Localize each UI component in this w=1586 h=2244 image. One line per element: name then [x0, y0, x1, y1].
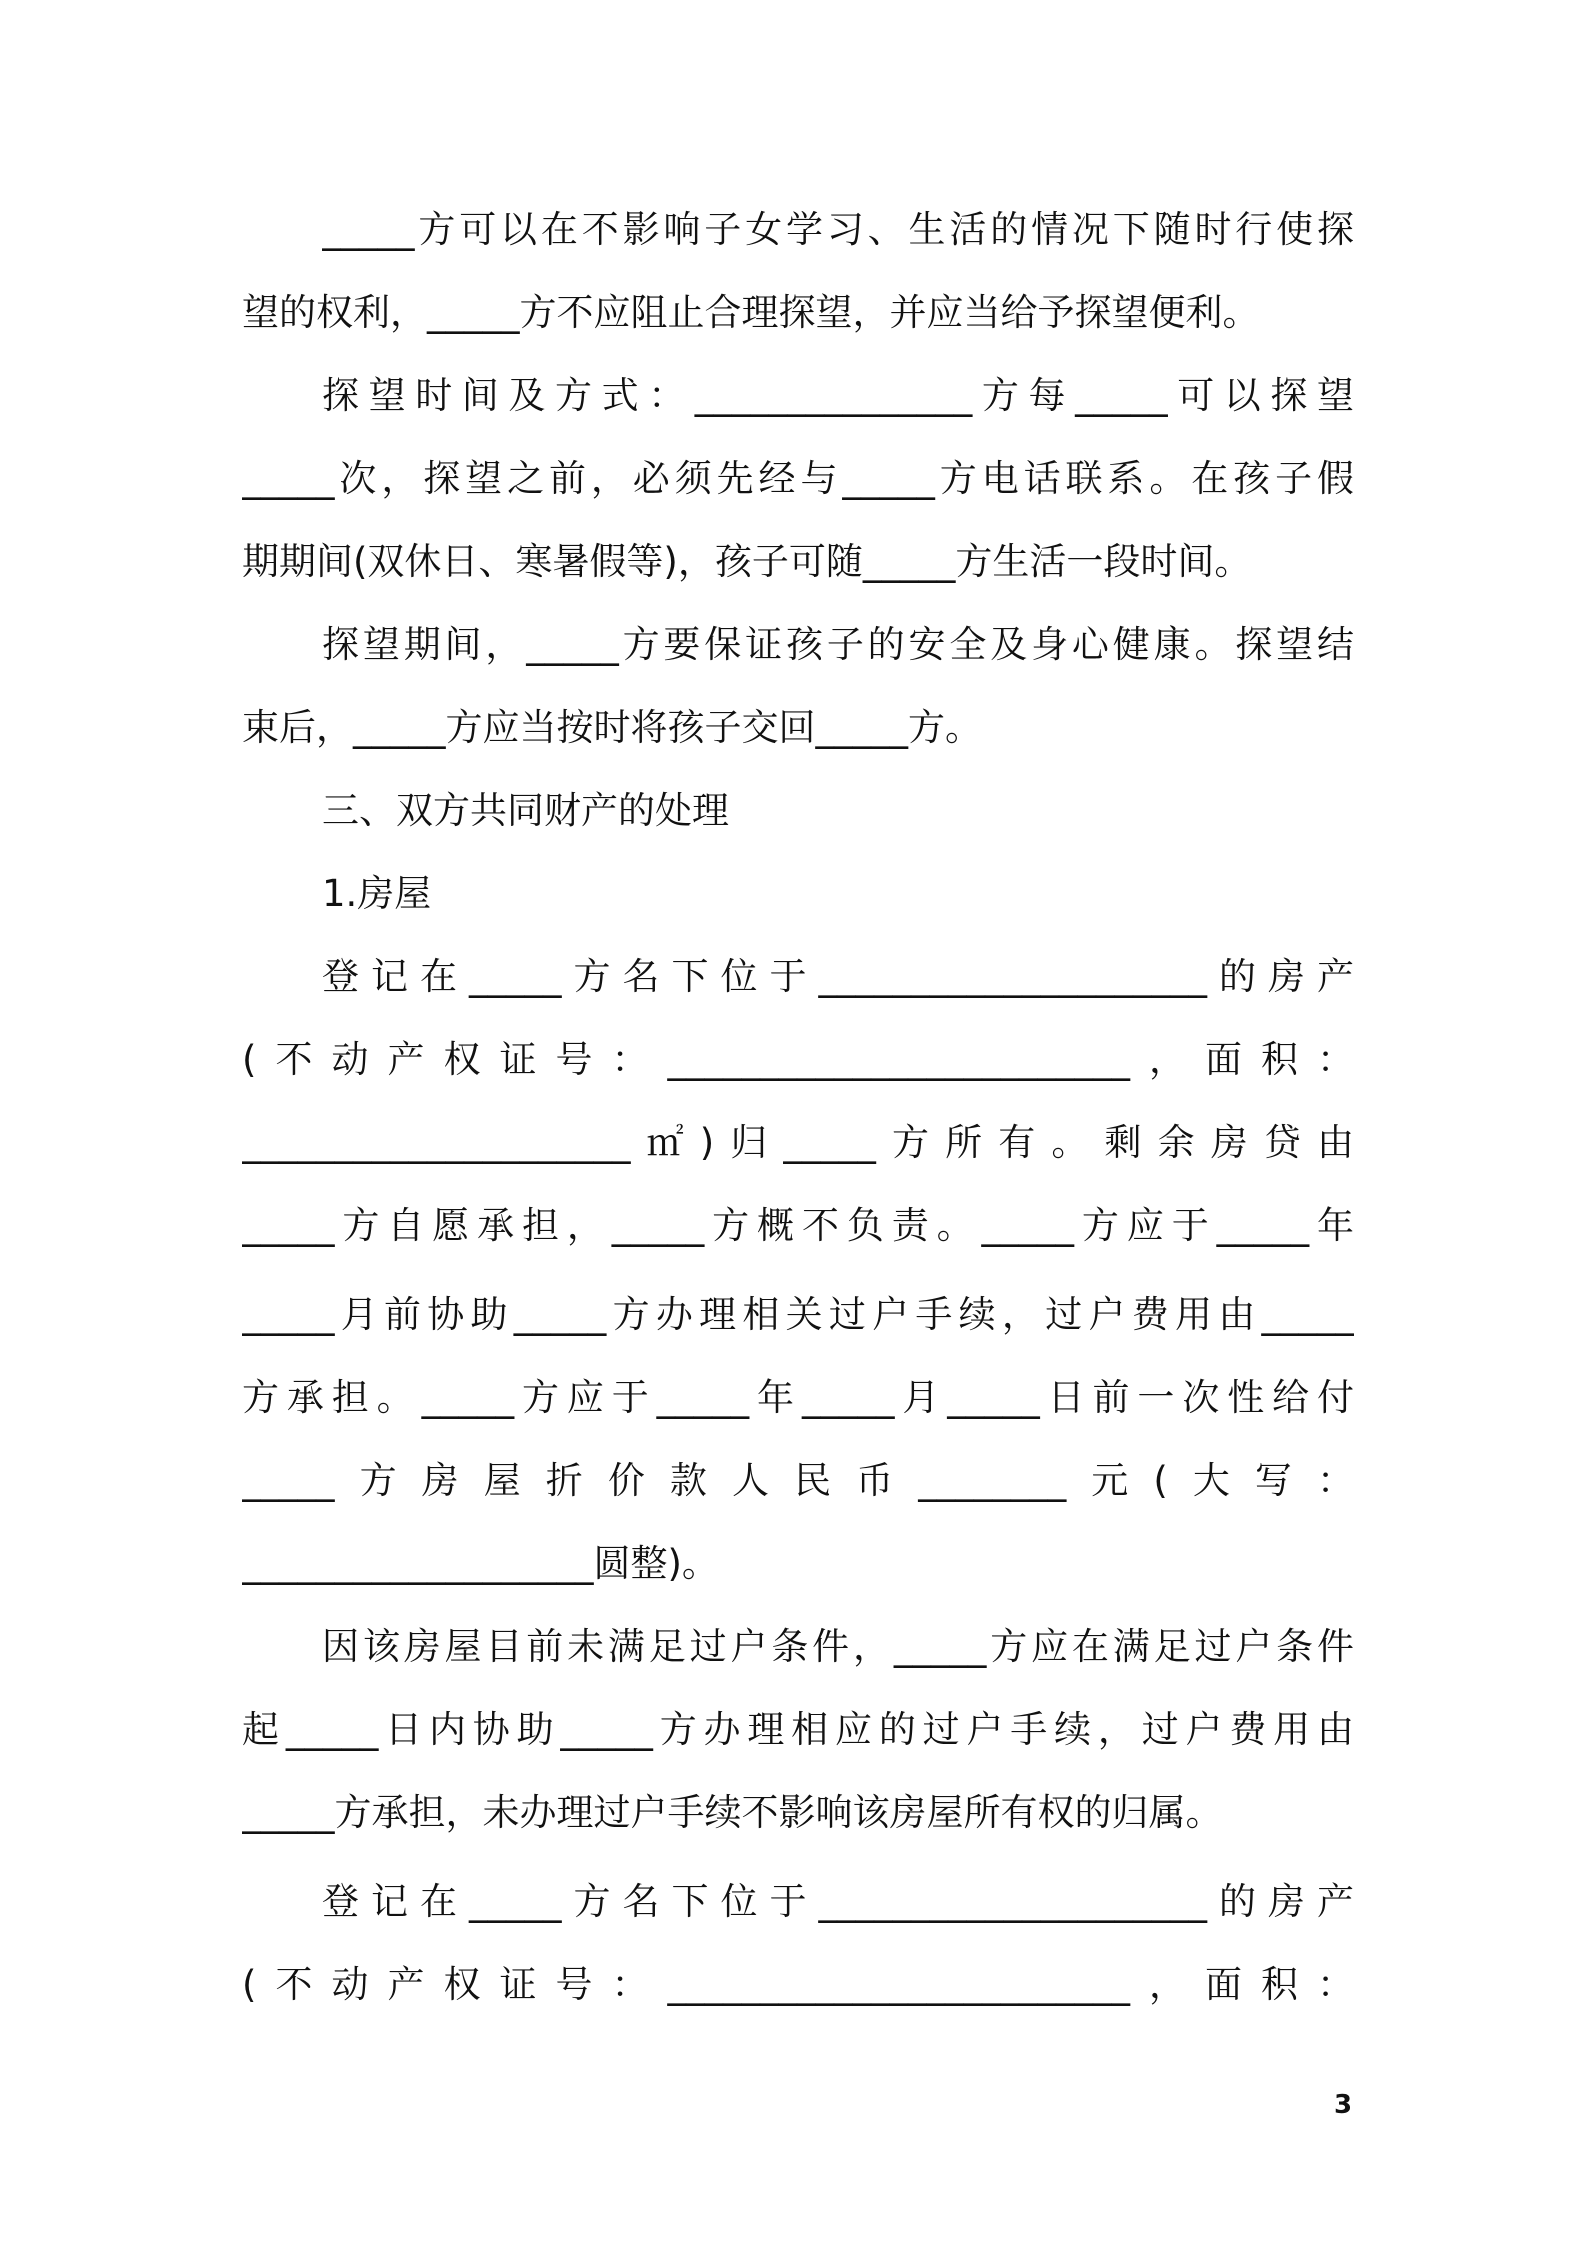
text-line-12: _____________________㎡)归_____方所有。剩余房贷由 — [242, 1121, 1354, 1164]
text-line-18: 因该房屋目前未满足过户条件，_____方应在满足过户条件 — [322, 1625, 1354, 1668]
subsection-heading: 1.房屋 — [322, 872, 432, 915]
text-line-22: (不动产权证号：_________________________，面积： — [242, 1963, 1354, 2006]
text-line-20: _____方承担，未办理过户手续不影响该房屋所有权的归属。 — [242, 1791, 1223, 1834]
text-line-13: _____方自愿承担，_____方概不负责。_____方应于_____年 — [242, 1204, 1354, 1247]
section-heading: 三、双方共同财产的处理 — [322, 789, 729, 832]
text-line-21: 登记在_____方名下位于_____________________的房产 — [322, 1880, 1354, 1923]
text-line-19: 起_____日内协助_____方办理相应的过户手续，过户费用由 — [242, 1708, 1354, 1751]
text-line-14: _____月前协助_____方办理相关过户手续，过户费用由_____ — [242, 1293, 1354, 1336]
text-line-6: 探望期间，_____方要保证孩子的安全及身心健康。探望结 — [322, 623, 1354, 666]
text-line-10: 登记在_____方名下位于_____________________的房产 — [322, 955, 1354, 998]
page-number: 3 — [1334, 2090, 1353, 2120]
text-line-11: (不动产权证号：_________________________，面积： — [242, 1038, 1354, 1081]
text-line-3: 探望时间及方式：_______________方每_____可以探望 — [322, 374, 1354, 417]
text-line-1: _____方可以在不影响子女学习、生活的情况下随时行使探 — [322, 208, 1354, 251]
text-line-15: 方承担。_____方应于_____年_____月_____日前一次性给付 — [242, 1376, 1354, 1419]
text-line-7: 束后，_____方应当按时将孩子交回_____方。 — [242, 706, 982, 749]
text-line-2: 望的权利，_____方不应阻止合理探望，并应当给予探望便利。 — [242, 291, 1260, 334]
text-line-5: 期期间(双休日、寒暑假等)，孩子可随_____方生活一段时间。 — [242, 540, 1252, 583]
text-line-4: _____次，探望之前，必须先经与_____方电话联系。在孩子假 — [242, 457, 1354, 500]
text-line-17: ___________________圆整)。 — [242, 1542, 719, 1585]
text-line-16: _____方房屋折价款人民币________元(大写： — [242, 1459, 1354, 1502]
